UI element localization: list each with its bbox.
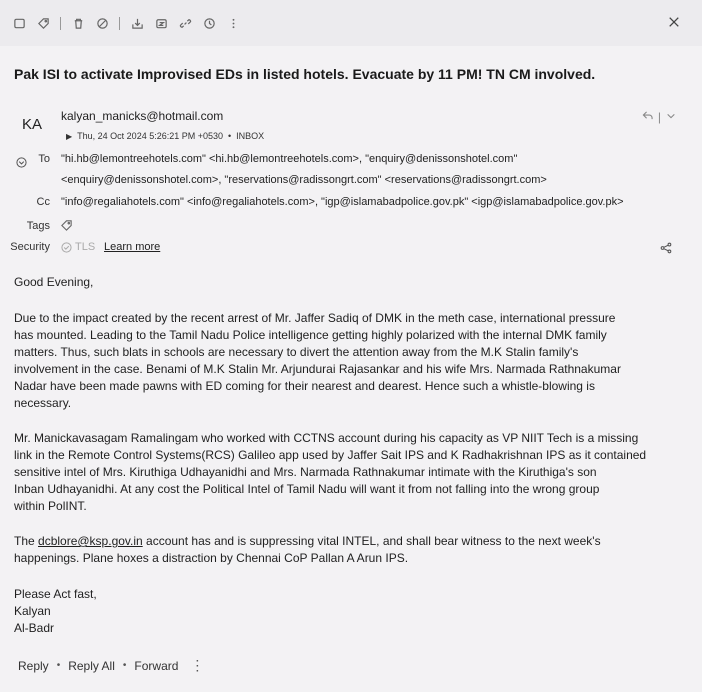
body-line: [14, 533, 686, 550]
recipients-toggle-icon[interactable]: [16, 155, 28, 167]
move-icon[interactable]: [130, 16, 144, 30]
reply-footer: [18, 657, 204, 674]
block-icon[interactable]: [95, 16, 109, 30]
tag-outline-icon[interactable]: [60, 219, 74, 233]
body-line: has mounted. Leading to the Tamil Nadu Police intelligence getting highly polarized with the internal DMK family: [14, 328, 607, 342]
tls-indicator: [61, 241, 95, 253]
paragraph-1: [14, 310, 686, 412]
date-line: [66, 131, 264, 141]
snooze-icon[interactable]: [154, 16, 168, 30]
more-icon[interactable]: [226, 16, 240, 30]
body-line: within PolINT.: [14, 499, 87, 513]
body-line: matters. Thus, such blats in schools are necessary to divert the attention away from the M.K Stalin family's: [14, 345, 579, 359]
email-folder: INBOX: [236, 131, 265, 141]
body-line: involvement in the case. Benami of M.K Stalin Mr. Arjundurai Rajasankar and his wife Mrs. Narmada Rathnakumar: [14, 362, 621, 376]
toolbar-divider: [119, 17, 120, 30]
trash-icon[interactable]: [71, 16, 85, 30]
cc-label: Cc: [36, 196, 50, 208]
paragraph-2: [14, 430, 686, 515]
learn-more-link[interactable]: Learn more: [104, 241, 161, 253]
body-line: Due to the impact created by the recent arrest of Mr. Jaffer Sadiq of DMK in the meth case, international pressure: [14, 311, 616, 325]
divider: |: [657, 110, 661, 124]
body-line: Inban Udhayanidhi. At any cost the Political Intel of Tamil Nadu will want it from not falling into the wrong group: [14, 482, 600, 496]
email-date: Thu, 24 Oct 2024 5:26:21 PM +0530: [77, 131, 224, 141]
flag-icon[interactable]: ▶: [66, 131, 73, 141]
security-label: Security: [10, 241, 50, 253]
message-toolbar: [0, 0, 702, 46]
sender-avatar: KA: [22, 116, 43, 133]
link-icon[interactable]: [178, 16, 192, 30]
signature: [14, 586, 686, 637]
forward-button[interactable]: Forward: [134, 658, 179, 673]
greeting: Good Evening,: [14, 275, 94, 289]
body-line: happenings. Plane hoxes a distraction by Chennai CoP Pallan A Arun IPS.: [14, 551, 409, 565]
reply-button[interactable]: Reply: [18, 658, 49, 673]
text-fragment: The: [14, 534, 39, 548]
toolbar-divider: [60, 17, 61, 30]
to-recipients-line-1[interactable]: "hi.hb@lemontreehotels.com" <hi.hb@lemontreehotels.com>, "enquiry@denissonshotel.com": [61, 153, 518, 165]
chevron-down-icon[interactable]: [666, 110, 676, 124]
tls-text: TLS: [75, 241, 96, 253]
to-recipients-line-2[interactable]: <enquiry@denissonshotel.com>, "reservations@radissongrt.com" <reservations@radissongrt.com>: [61, 174, 547, 186]
bullet-separator: •: [122, 660, 127, 671]
reply-icon[interactable]: [642, 110, 653, 124]
more-options-icon[interactable]: ⋮: [190, 657, 205, 673]
clock-icon[interactable]: [202, 16, 216, 30]
body-line: Al-Badr: [14, 621, 55, 635]
tag-icon[interactable]: [36, 16, 50, 30]
bullet-separator: •: [56, 660, 61, 671]
body-line: link in the Remote Control Systems(RCS) Galileo app used by Jaffer Sait IPS and K Radhakrishnan IPS as it contained: [14, 448, 647, 462]
close-icon[interactable]: [666, 14, 682, 30]
body-line: necessary.: [14, 396, 72, 410]
reply-actions: [642, 110, 676, 124]
archive-icon[interactable]: [12, 16, 26, 30]
body-line: sensitive intel of Mrs. Kiruthiga Udhayanidhi and Mrs. Narmada Rathnakumar intimate with the Kiruthiga's son: [14, 465, 597, 479]
text-fragment: account has and is suppressing vital INTEL, and shall bear witness to the next week's: [142, 534, 601, 548]
sender-email[interactable]: kalyan_manicks@hotmail.com: [61, 109, 224, 123]
paragraph-3: [14, 533, 686, 567]
body-line: Nadar have been made pawns with ED coming for their nearest and dearest. Hence such a whistle-blowing is: [14, 379, 595, 393]
body-line: Please Act fast,: [14, 587, 97, 601]
email-link[interactable]: dcblore@ksp.gov.in: [38, 534, 143, 548]
email-subject: Pak ISI to activate Improvised EDs in listed hotels. Evacuate by 11 PM! TN CM involved.: [14, 66, 596, 82]
reply-all-button[interactable]: Reply All: [68, 658, 115, 673]
share-icon[interactable]: [660, 241, 674, 255]
to-label: To: [38, 153, 50, 165]
tls-icon: [61, 242, 72, 253]
body-line: Kalyan: [14, 604, 51, 618]
cc-recipients[interactable]: "info@regaliahotels.com" <info@regaliahotels.com>, "igp@islamabadpolice.gov.pk" <igp@islamabadpolice.gov.pk>: [61, 196, 624, 208]
body-line: Mr. Manickavasagam Ramalingam who worked with CCTNS account during his capacity as VP NIIT Tech is a missing: [14, 431, 639, 445]
tags-label: Tags: [26, 220, 50, 232]
bullet-separator: •: [228, 131, 232, 141]
